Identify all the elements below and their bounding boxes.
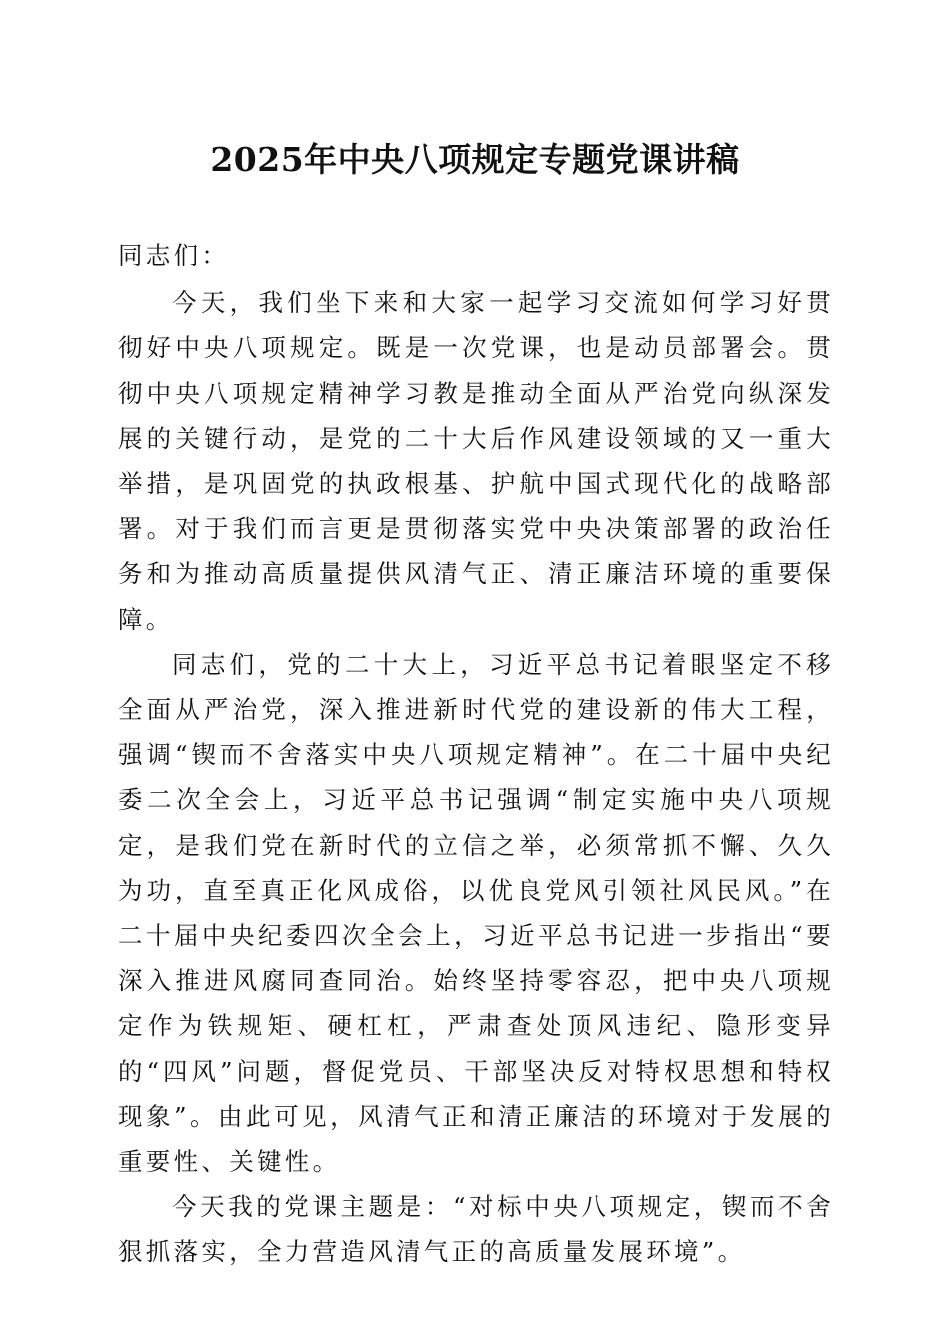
paragraph-intro: 今天，我们坐下来和大家一起学习交流如何学习好贯彻好中央八项规定。既是一次党课，也是动员部署会。贯彻中央八项规定精神学习教是推动全面从严治党向纵深发展的关键行动，是党的二十大后作风建设领域的又一重大举措，是巩固党的执政根基、护航中国式现代化的战略部署。对于我们而言更是贯彻落实党中央决策部署的政治任务和为推动高质量提供风清气正、清正廉洁环境的重要保障。 (118, 288, 834, 634)
document-title: 2025年中央八项规定专题党课讲稿 (210, 140, 740, 179)
paragraph-quotes: 同志们，党的二十大上，习近平总书记着眼坚定不移全面从严治党，深入推进新时代党的建设新的伟大工程，强调“锲而不舍落实中央八项规定精神”。在二十届中央纪委二次全会上，习近平总书记强调“制定实施中央八项规定，是我们党在新时代的立信之举，必须常抓不懈、久久为功，直至真正化风成俗，以优良党风引领社风民风。”在二十届中央纪委四次全会上，习近平总书记进一步指出“要深入推进风腐同查同治。始终坚持零容忍，把中央八项规定作为铁规矩、硬杠杠，严肃查处顶风违纪、隐形变异的“四风”问题，督促党员、干部坚决反对特权思想和特权现象”。由此可见，风清气正和清正廉洁的环境对于发展的重要性、关键性。 (118, 649, 834, 1177)
salutation: 同志们： (118, 241, 230, 270)
document-body (118, 233, 834, 1275)
paragraph-theme: 今天我的党课主题是：“对标中央八项规定，锲而不舍狠抓落实，全力营造风清气正的高质量发展环境”。 (118, 1192, 834, 1267)
